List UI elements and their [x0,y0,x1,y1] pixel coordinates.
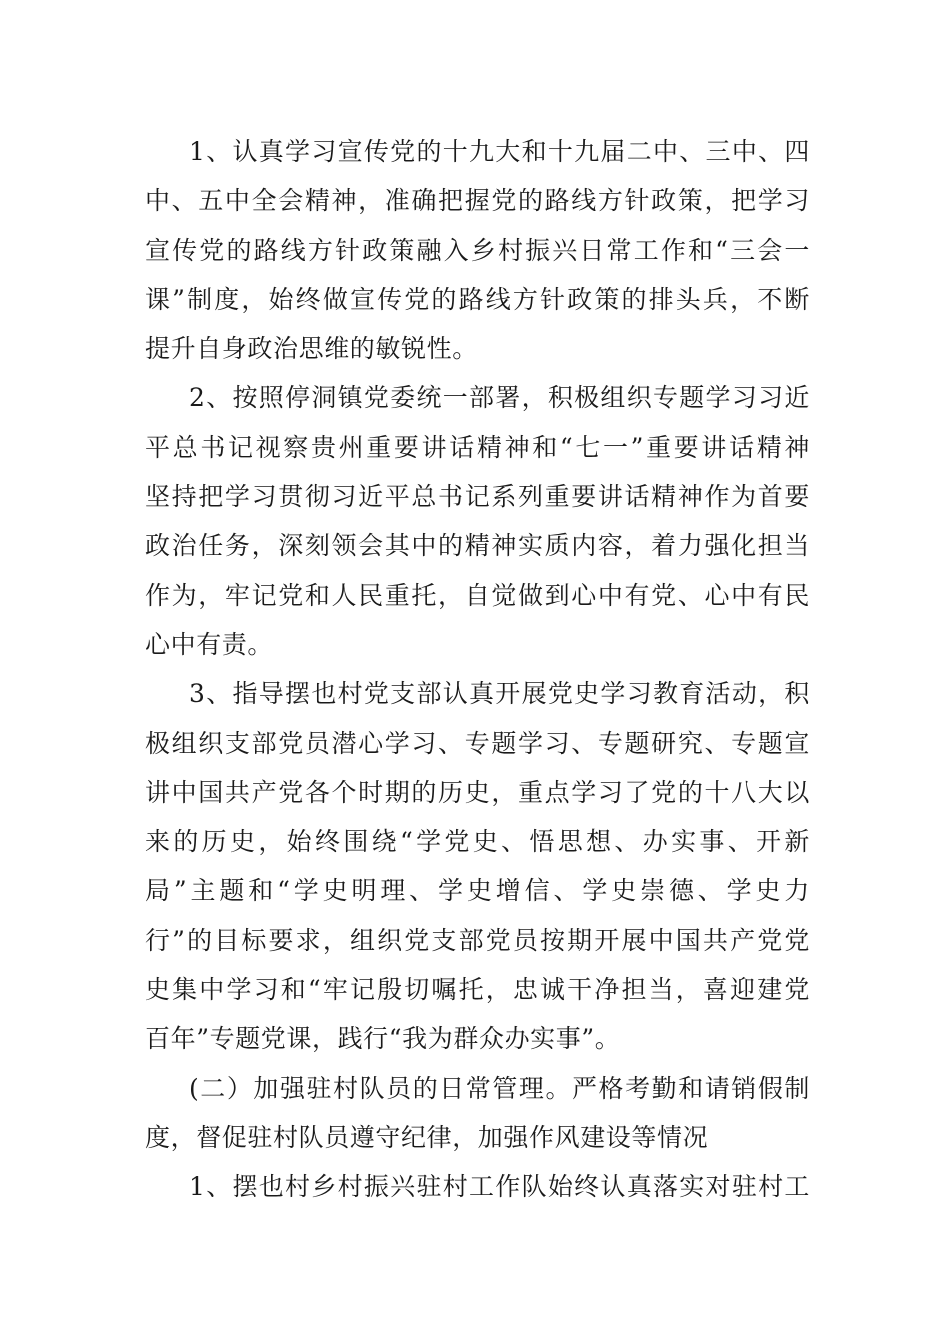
text-line: 讲中国共产党各个时期的历史，重点学习了党的十八大以 [145,777,810,807]
text-line: 1、认真学习宣传党的十九大和十九届二中、三中、四 [189,137,810,166]
text-line: 史集中学习和“牢记殷切嘱托，忠诚干净担当，喜迎建党 [145,975,810,1005]
text-line: 中、五中全会精神，准确把握党的路线方针政策，把学习 [145,186,810,216]
paragraph [145,669,810,1063]
paragraph [145,1162,810,1211]
text-line: 3、指导摆也村党支部认真开展党史学习教育活动，积 [189,679,810,709]
text-line: 提升自身政治思维的敏锐性。 [145,334,478,364]
document-body [145,127,810,1212]
text-line: (二）加强驻村队员的日常管理。严格考勤和请销假制 [189,1073,810,1103]
text-line: 极组织支部党员潜心学习、专题学习、专题研究、专题宣 [145,728,810,758]
text-line: 来的历史，始终围绕“学党史、悟思想、办实事、开新 [145,827,810,857]
text-line: 1、摆也村乡村振兴驻村工作队始终认真落实对驻村工 [189,1172,810,1202]
text-line: 百年”专题党课，践行“我为群众办实事”。 [145,1024,621,1054]
paragraph [145,1064,810,1163]
text-line: 坚持把学习贯彻习近平总书记系列重要讲话精神作为首要 [145,482,810,512]
text-line: 政治任务，深刻领会其中的精神实质内容，着力强化担当 [145,531,810,561]
text-line: 局”主题和“学史明理、学史增信、学史崇德、学史力 [145,876,810,906]
text-line: 课”制度，始终做宣传党的路线方针政策的排头兵，不断 [145,284,810,314]
text-line: 度，督促驻村队员遵守纪律，加强作风建设等情况 [145,1122,709,1152]
text-line: 平总书记视察贵州重要讲话精神和“七一”重要讲话精神 [145,432,810,462]
text-line: 宣传党的路线方针政策融入乡村振兴日常工作和“三会一 [145,235,810,265]
text-line: 作为，牢记党和人民重托，自觉做到心中有党、心中有民 [145,580,810,610]
text-line: 行”的目标要求，组织党支部党员按期开展中国共产党党 [145,925,810,955]
text-line: 2、按照停洞镇党委统一部署，积极组织专题学习习近 [189,383,810,413]
text-line: 心中有责。 [145,629,274,659]
paragraph [145,127,810,373]
paragraph [145,373,810,669]
